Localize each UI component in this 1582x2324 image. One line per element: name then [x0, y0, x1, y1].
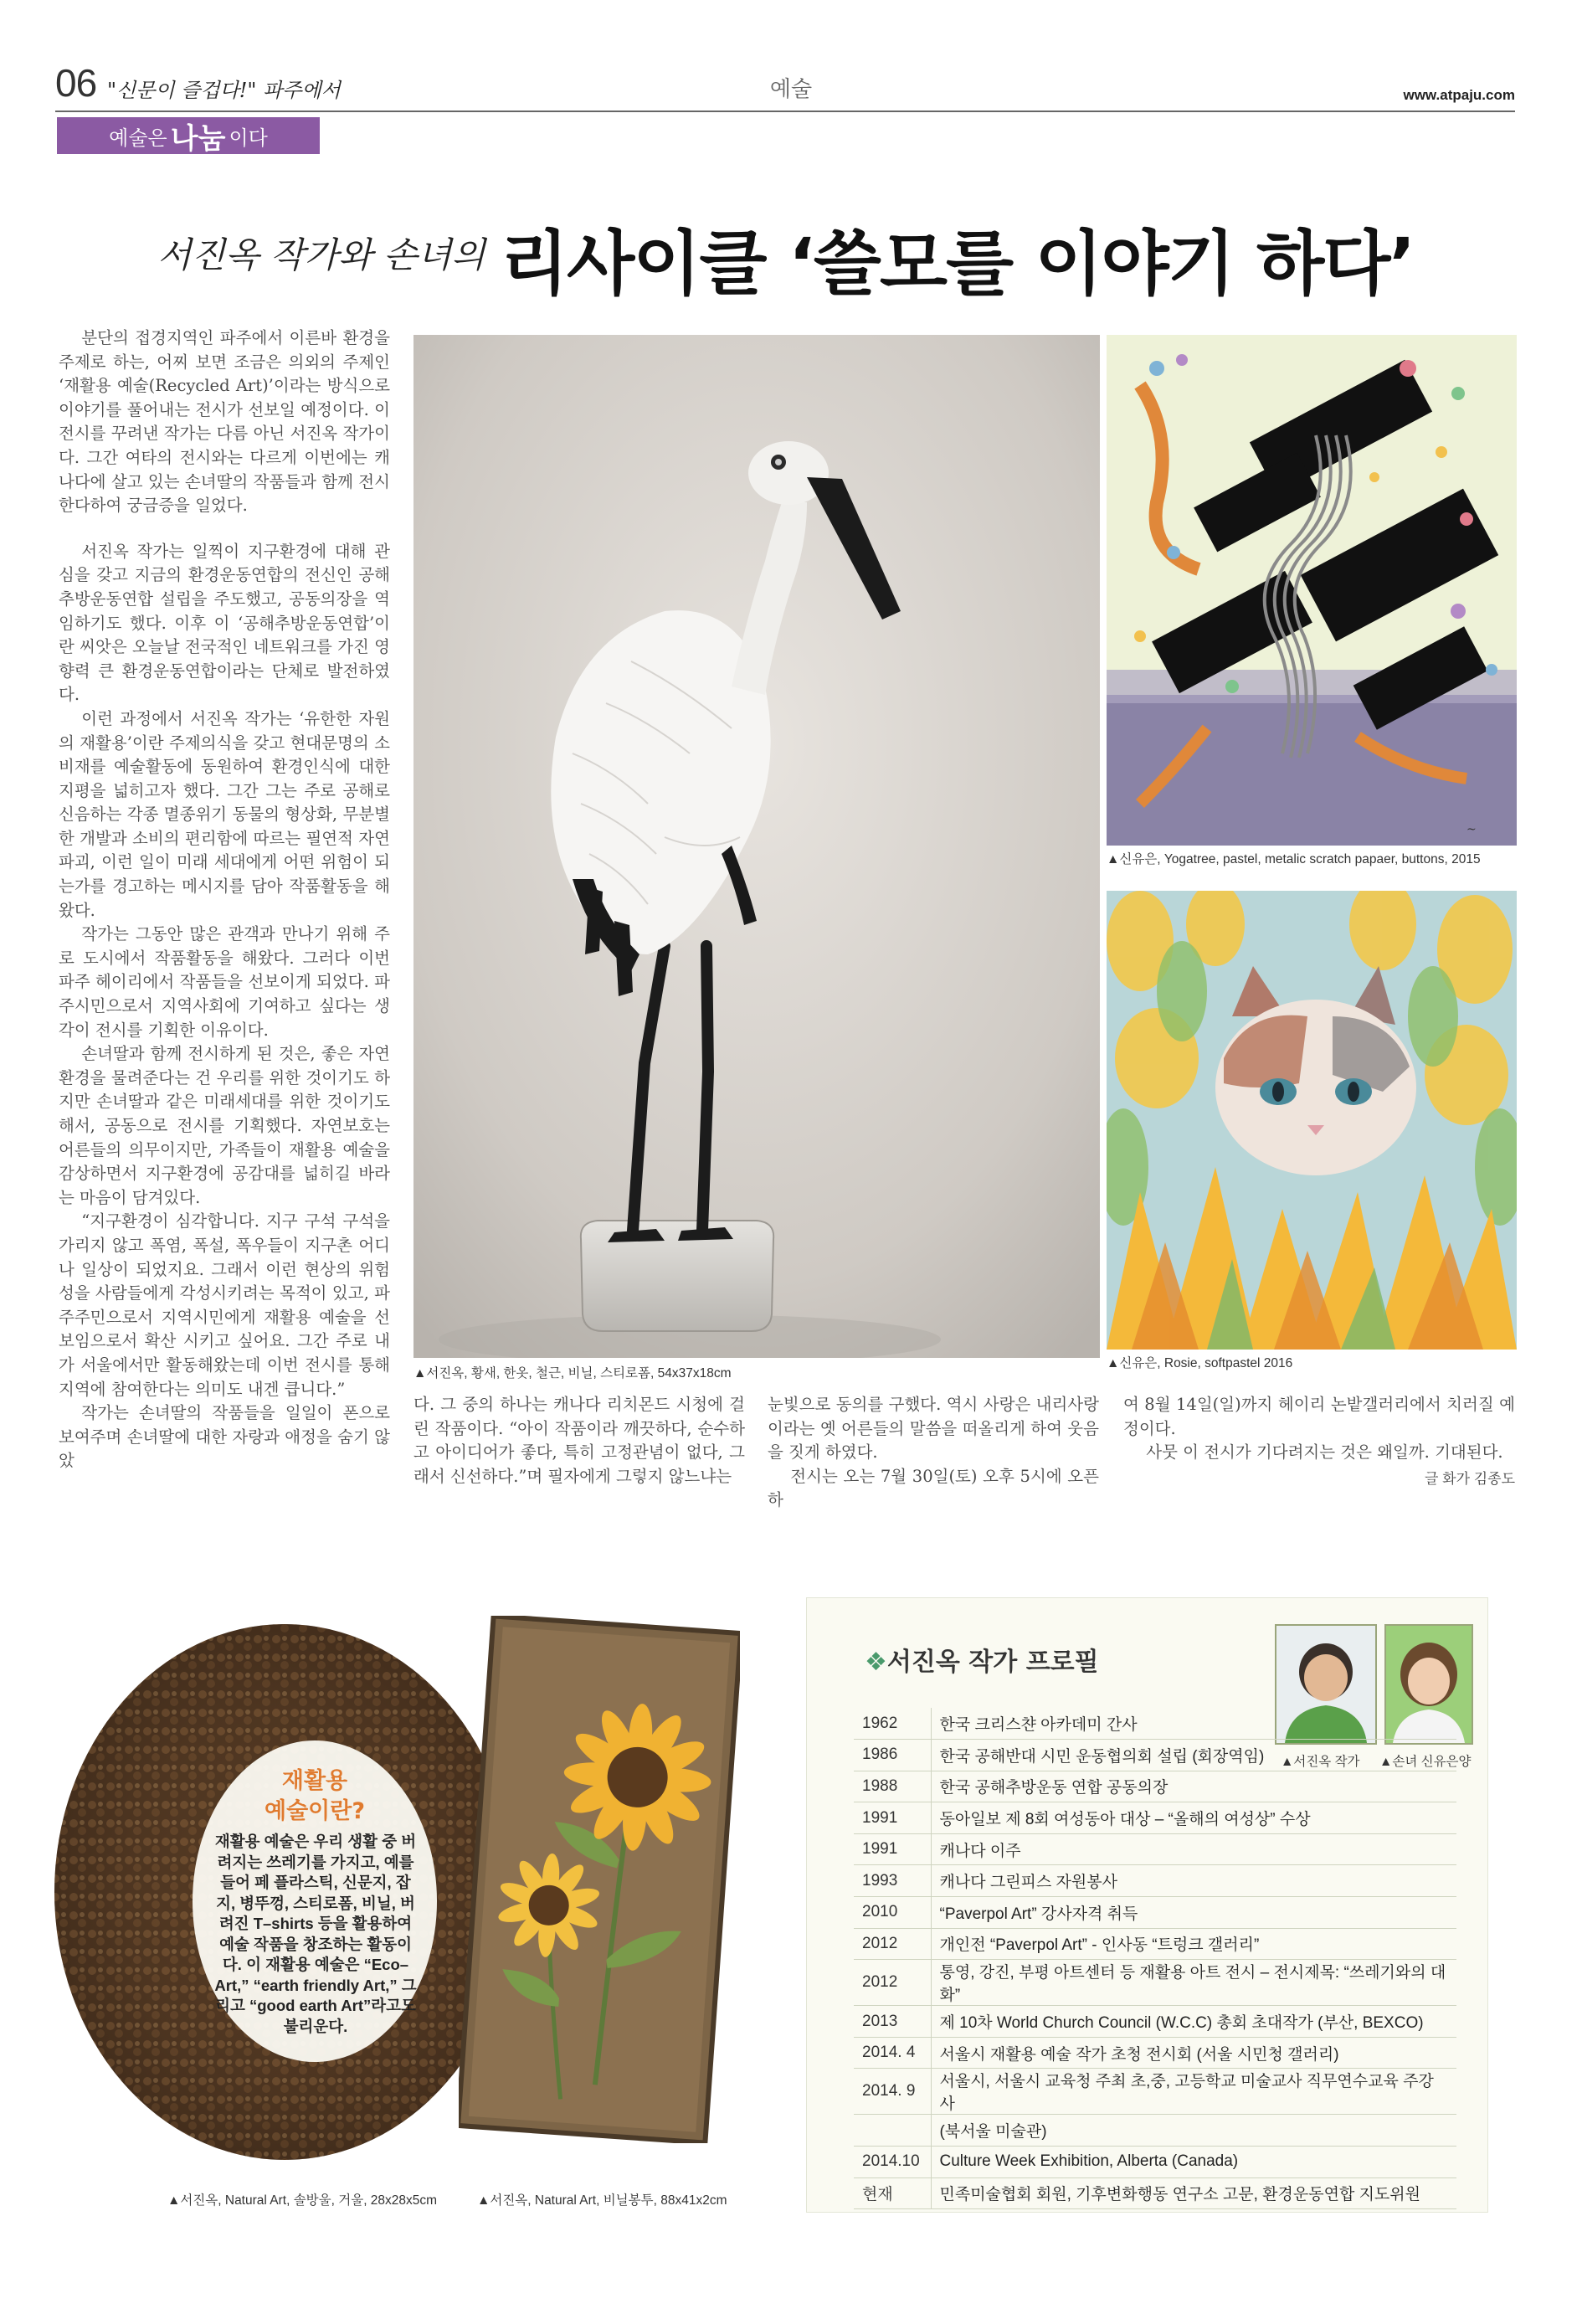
yogatree-painting-image: [1107, 335, 1517, 846]
table-row: [854, 2006, 1456, 2038]
byline: 글 화가 김종도: [1425, 1471, 1515, 1487]
table-row: [854, 1771, 1456, 1802]
article-column-2: [413, 1393, 745, 1488]
timeline-year: 2014.10: [854, 2147, 931, 2178]
timeline-event: 한국 크리스챤 아카데미 간사: [931, 1708, 1456, 1740]
stork-sculpture-image: [413, 335, 1100, 1358]
article-paragraph: 손녀딸과 함께 전시하게 된 것은, 좋은 자연환경을 물려준다는 건 우리를 위한 것이기도 하지만 손녀딸과 같은 미래세대를 위한 것이기도 해서, 공동으로 전시를 기획했다. 자연보호는 어른들의 의무이지만, 가족들이 재활용 예술을 감상하면서 지구환경에 공감대를 넓히길 바라는 마음이 담겨있다.: [59, 1044, 390, 1207]
article-column-1: [59, 326, 390, 1485]
timeline-event: 민족미술협회 회원, 기후변화행동 연구소 고문, 환경운동연합 지도위원: [931, 2177, 1456, 2209]
timeline-year: 2013: [854, 2006, 931, 2038]
timeline-year: 1991: [854, 1802, 931, 1834]
timeline-year: 2012: [854, 1928, 931, 1960]
article-paragraph: 서진옥 작가는 일찍이 지구환경에 대해 관심을 갖고 지금의 환경운동연합의 전신인 공해추방운동연합 설립을 주도했고, 공동의장을 역임하기도 했다. 이후 이 ‘공해추방운동연합’이란 씨앗은 오늘날 전국적인 네트워크를 가진 영향력 큰 환경운동연합이라는 단체로 발전하였다.: [59, 541, 390, 705]
pinecone-caption: ▲서진옥, Natural Art, 솔방울, 거울, 28x28x5cm: [167, 2193, 438, 2208]
rosie-painting: [1107, 891, 1517, 1350]
recycle-info-text: 재활용 예술은 우리 생활 중 버려지는 쓰레기를 가지고, 예를 들어 페 플라스틱, 신문지, 잡지, 병뚜껑, 스티로폼, 비닐, 버려진 T–shirts 등을 활용하여 예술 작품을 창조하는 활동이다. 이 재활용 예술은 “Eco– Art,” “earth friendly Art,” 그리고 “good earth Art”라고도 불리운다.: [214, 1833, 417, 2035]
table-row: [854, 2069, 1456, 2115]
timeline-year: 1991: [854, 1833, 931, 1865]
section-name: 예술: [769, 76, 813, 101]
table-row: [854, 2115, 1456, 2147]
timeline-event: 통영, 강진, 부평 아트센터 등 재활용 아트 전시 – 전시제목: “쓰레기와의 대화”: [931, 1960, 1456, 2006]
timeline-event: 동아일보 제 8회 여성동아 대상 – “올해의 여성상” 수상: [931, 1802, 1456, 1834]
timeline-year: 2010: [854, 1897, 931, 1929]
article-paragraph: 여 8월 14일(일)까지 헤이리 논밭갤러리에서 치러질 예정이다.: [1123, 1395, 1515, 1438]
recycle-info-title: [193, 1766, 437, 1827]
recycle-info-title-line1: 재활용: [281, 1768, 348, 1794]
recycle-info-title-line2: 예술이란?: [265, 1798, 365, 1824]
artist-portrait-caption: ▲서진옥 작가: [1281, 1755, 1360, 1769]
article-paragraph: 눈빛으로 동의를 구했다. 역시 사랑은 내리사랑이라는 옛 어른들의 말씀을 떠올리게 하여 웃음을 짓게 하였다.: [768, 1395, 1099, 1463]
timeline-event: 제 10차 World Church Council (W.C.C) 총회 초대작가 (부산, BEXCO): [931, 2006, 1456, 2038]
timeline-year: 1962: [854, 1708, 931, 1740]
article-paragraph: 전시는 오는 7월 30일(토) 오후 5시에 오픈하: [768, 1466, 1099, 1510]
table-row: [854, 1865, 1456, 1897]
profile-timeline-table: [854, 1708, 1456, 2209]
stork-caption: ▲서진옥, 황새, 한옷, 철근, 비닐, 스티로폼, 54x37x18cm: [413, 1366, 732, 1381]
header-divider: [55, 111, 1515, 112]
article-paragraph: 분단의 접경지역인 파주에서 이른바 환경을 주제로 하는, 어찌 보면 조금은 의외의 주제인 ‘재활용 예술(Recycled Art)’이라는 방식으로 이야기를 풀어내는 전시가 선보일 예정이다. 이 전시를 꾸려낸 작가는 다름 아닌 서진옥 작가이다. 그간 여타의 전시와는 다르게 이번에는 캐나다에 살고 있는 손녀딸의 작품들과 함께 전시한다하여 궁금증을 일었다.: [59, 328, 390, 516]
section-tab: [57, 117, 320, 154]
profile-title-text: 서진옥 작가 프로필: [886, 1648, 1099, 1677]
newspaper-slogan: "신문이 즐겁다!" 파주에서: [107, 79, 341, 102]
table-row: [854, 1740, 1456, 1771]
timeline-event: 한국 공해추방운동 연합 공동의장: [931, 1771, 1456, 1802]
table-row: [854, 2037, 1456, 2069]
table-row: [854, 1897, 1456, 1929]
timeline-year: 1988: [854, 1771, 931, 1802]
timeline-year: 2012: [854, 1960, 931, 2006]
timeline-event: 한국 공해반대 시민 운동협의회 설립 (회장역임): [931, 1740, 1456, 1771]
rosie-caption: ▲신유은, Rosie, softpastel 2016: [1107, 1356, 1293, 1370]
timeline-event: 캐나다 이주: [931, 1833, 1456, 1865]
page-number: 06: [55, 61, 97, 105]
diamond-bullet-icon: ❖: [865, 1648, 887, 1677]
stork-sculpture-photo: [413, 335, 1100, 1358]
sunflower-caption: ▲서진옥, Natural Art, 비닐봉투, 88x41x2cm: [477, 2193, 727, 2208]
section-tab-prefix: 예술은: [109, 126, 167, 150]
table-row: [854, 2147, 1456, 2178]
yogatree-painting: [1107, 335, 1517, 846]
rosie-painting-image: [1107, 891, 1517, 1350]
article-paragraph: 작가는 손녀딸의 작품들을 일일이 폰으로 보여주며 손녀딸에 대한 자랑과 애정을 숨기 않았: [59, 1403, 390, 1471]
granddaughter-portrait-caption: ▲손녀 신유은양: [1379, 1755, 1472, 1769]
headline-prefix: 서진옥 작가와 손녀의: [157, 234, 485, 275]
article-paragraph: 사뭇 이 전시가 기다려지는 것은 왜일까. 기대된다.: [1146, 1442, 1503, 1463]
timeline-year: 1993: [854, 1865, 931, 1897]
article-paragraph: “지구환경이 심각합니다. 지구 구석 구석을 가리지 않고 폭염, 폭설, 폭우들이 지구촌 어디나 일상이 되었지요. 그래서 이런 현상의 위험성을 사람들에게 각성시키려는 목적이 있고, 파주주민으로서 지역시민에게 재활용 예술을 선보임으로서 확산 시키고 싶어요. 그간 주로 내가 서울에서만 활동해왔는데 이번 전시를 통해 지역에 참여한다는 의미도 내겐 큽니다.”: [59, 1211, 390, 1399]
timeline-year: 2014. 4: [854, 2037, 931, 2069]
timeline-year: 2014. 9: [854, 2069, 931, 2115]
article-paragraph: 작가는 그동안 많은 관객과 만나기 위해 주로 도시에서 작품활동을 해왔다. 그러다 이번 파주 헤이리에서 작품들을 선보이게 되었다. 파주시민으로서 지역사회에 기여하고 싶다는 생각이 전시를 기획한 이유이다.: [59, 924, 390, 1040]
table-row: [854, 1833, 1456, 1865]
timeline-year: [854, 2115, 931, 2147]
timeline-year: 현재: [854, 2177, 931, 2209]
article-paragraph: 이런 과정에서 서진옥 작가는 ‘유한한 자원의 재활용’이란 주제의식을 갖고 현대문명의 소비재를 예술활동에 동원하여 환경인식에 대한 지평을 넓히고자 했다. 그간 그는 주로 공해로 신음하는 각종 멸종위기 동물의 형상화, 무분별한 개발과 소비의 편리함에 따르는 필연적 자연파괴, 이런 일이 미래 세대에게 어떤 위험이 되는가를 경고하는 메시지를 담아 작품활동을 해왔다.: [59, 708, 390, 920]
site-url[interactable]: www.atpaju.com: [1403, 87, 1515, 103]
section-tab-suffix: 이다: [229, 126, 268, 150]
timeline-event: (북서울 미술관): [931, 2115, 1456, 2147]
timeline-event: “Paverpol Art” 강사자격 취득: [931, 1897, 1456, 1929]
timeline-event: 캐나다 그린피스 자원봉사: [931, 1865, 1456, 1897]
timeline-event: 서울시, 서울시 교육청 주최 초,중, 고등학교 미술교사 직무연수교육 주강사: [931, 2069, 1456, 2115]
headline: 리사이클 ‘쓸모를 이야기 하다’: [501, 223, 1415, 305]
sunflower-artwork-image: [459, 1616, 740, 2143]
table-row: [854, 1802, 1456, 1834]
timeline-event: Culture Week Exhibition, Alberta (Canada): [931, 2147, 1456, 2178]
table-row: [854, 1708, 1456, 1740]
article-paragraph: 다. 그 중의 하나는 캐나다 리치몬드 시청에 걸린 작품이다. “아이 작품이라 깨끗하다, 순수하고 아이디어가 좋다, 특히 고정관념이 없다, 그래서 신선하다.”며 필자에게 그렇지 않느냐는: [413, 1395, 745, 1486]
sunflower-artwork: [459, 1616, 740, 2143]
timeline-event: 서울시 재활용 예술 작가 초청 전시회 (서울 시민청 갤러리): [931, 2037, 1456, 2069]
svg-text:~: ~: [1466, 823, 1477, 836]
timeline-year: 1986: [854, 1740, 931, 1771]
profile-title: [865, 1641, 1099, 1678]
table-row: [854, 1928, 1456, 1960]
timeline-event: 개인전 “Paverpol Art” - 인사동 “트렁크 갤러리”: [931, 1928, 1456, 1960]
article-column-3: [768, 1393, 1099, 1513]
table-row: [854, 1960, 1456, 2006]
section-tab-emphasis: 나눔: [170, 122, 226, 155]
table-row: [854, 2177, 1456, 2209]
article-column-4: [1123, 1393, 1515, 1465]
yogatree-caption: ▲신유은, Yogatree, pastel, metalic scratch papaer, buttons, 2015: [1107, 852, 1481, 866]
